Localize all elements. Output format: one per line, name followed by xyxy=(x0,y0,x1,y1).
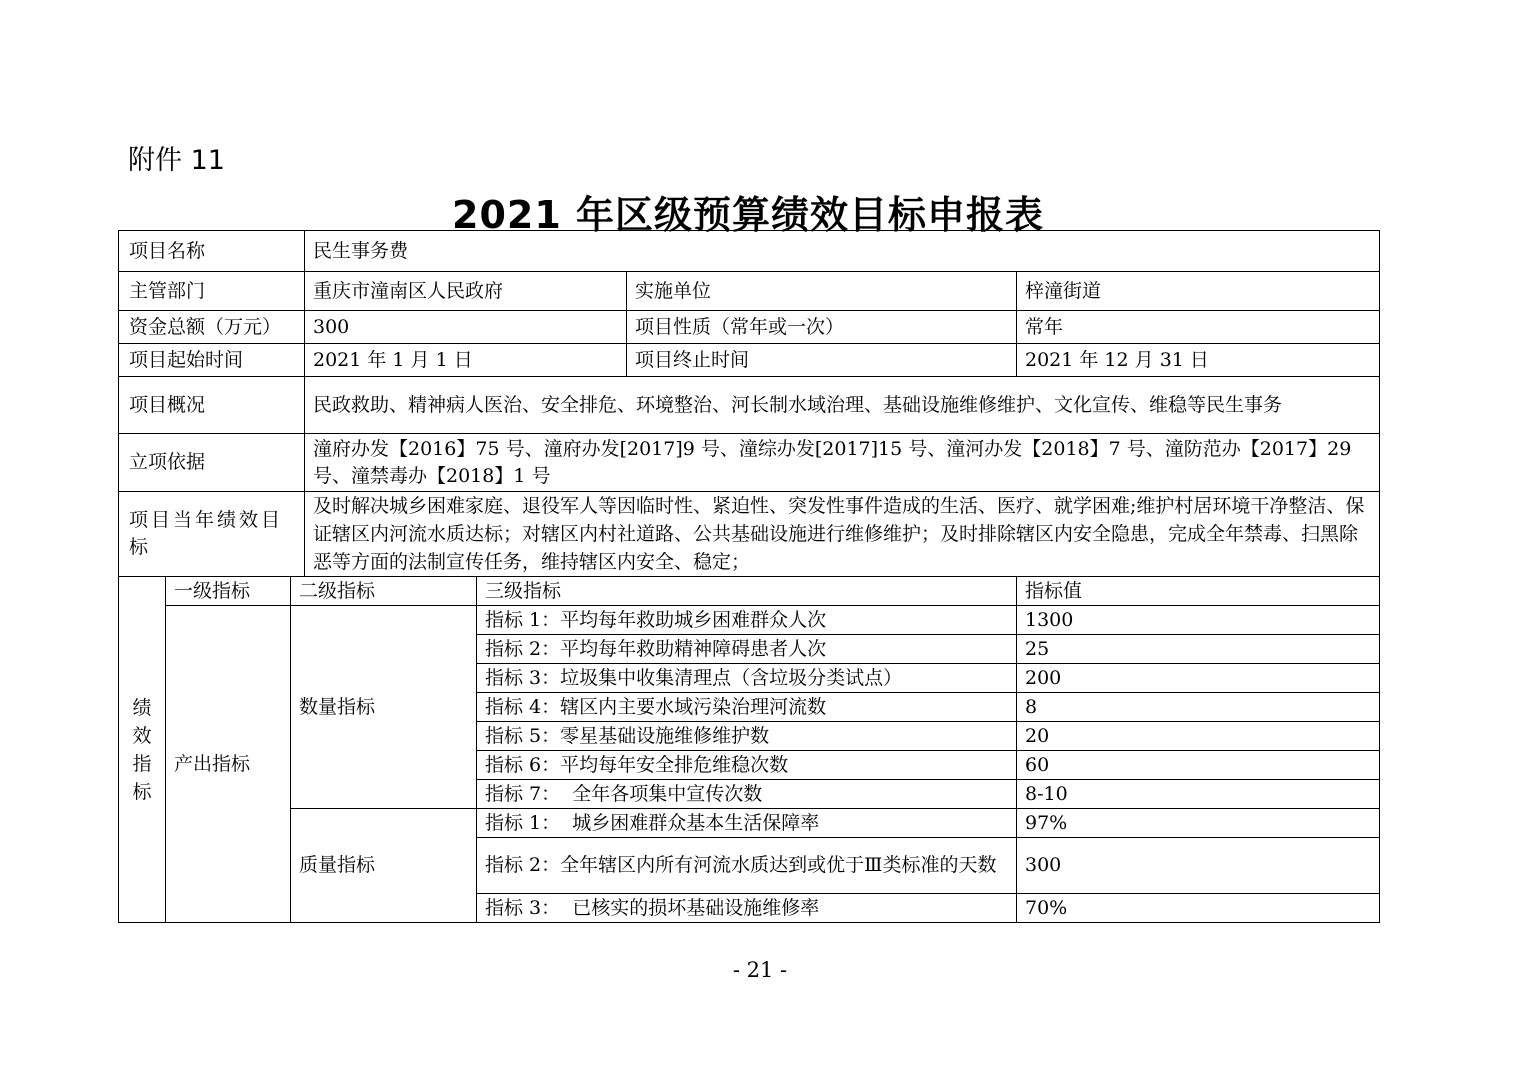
performance-indicator-side-label: 绩 效 指 标 xyxy=(119,577,166,923)
indicator-name: 指标 1： 城乡困难群众基本生活保障率 xyxy=(477,809,1017,838)
indicator-value: 60 xyxy=(1017,751,1380,780)
row-project-name xyxy=(119,231,1380,272)
row-overview xyxy=(119,377,1380,434)
level2-quality: 质量指标 xyxy=(291,809,477,923)
row-basis xyxy=(119,434,1380,492)
indicator-value: 97% xyxy=(1017,809,1380,838)
indicator-value: 8 xyxy=(1017,693,1380,722)
header-value: 指标值 xyxy=(1017,577,1380,606)
indicator-name: 指标 2：全年辖区内所有河流水质达到或优于Ⅲ类标准的天数 xyxy=(477,838,1017,894)
indicator-value: 25 xyxy=(1017,635,1380,664)
indicator-name: 指标 1：平均每年救助城乡困难群众人次 xyxy=(477,606,1017,635)
indicator-name: 指标 7： 全年各项集中宣传次数 xyxy=(477,780,1017,809)
indicator-name: 指标 3： 已核实的损坏基础设施维修率 xyxy=(477,894,1017,923)
end-value: 2021 年 12 月 31 日 xyxy=(1017,344,1380,377)
header-level2: 二级指标 xyxy=(291,577,477,606)
nature-value: 常年 xyxy=(1017,311,1380,344)
goal-value: 及时解决城乡困难家庭、退役军人等因临时性、紧迫性、突发性事件造成的生活、医疗、就学困难;维护村居环境干净整洁、保证辖区内河流水质达标；对辖区内村社道路、公共基础设施进行维修维护；及时排除辖区内安全隐患，完成全年禁毒、扫黑除恶等方面的法制宣传任务，维持辖区内安全、稳定； xyxy=(305,492,1380,577)
start-value: 2021 年 1 月 1 日 xyxy=(305,344,627,377)
basis-value: 潼府办发【2016】75 号、潼府办发[2017]9 号、潼综办发[2017]15 号、潼河办发【2018】7 号、潼防范办【2017】29 号、潼禁毒办【2018】1 号 xyxy=(305,434,1380,492)
level2-quantity: 数量指标 xyxy=(291,606,477,809)
performance-target-table xyxy=(118,230,1380,923)
indicator-header-row xyxy=(119,577,1380,606)
header-level3: 三级指标 xyxy=(477,577,1017,606)
row-funds xyxy=(119,311,1380,344)
indicator-value: 8-10 xyxy=(1017,780,1380,809)
overview-value: 民政救助、精神病人医治、安全排危、环境整治、河长制水域治理、基础设施维修维护、文化宣传、维稳等民生事务 xyxy=(305,377,1380,434)
row-department xyxy=(119,272,1380,311)
indicator-value: 20 xyxy=(1017,722,1380,751)
indicator-value: 200 xyxy=(1017,664,1380,693)
row-goal xyxy=(119,492,1380,577)
impl-label: 实施单位 xyxy=(627,272,1017,311)
page-number: - 21 - xyxy=(732,958,788,982)
dept-value: 重庆市潼南区人民政府 xyxy=(305,272,627,311)
basis-label: 立项依据 xyxy=(119,434,305,492)
indicator-value: 1300 xyxy=(1017,606,1380,635)
header-level1: 一级指标 xyxy=(166,577,291,606)
indicator-name: 指标 6：平均每年安全排危维稳次数 xyxy=(477,751,1017,780)
indicator-name: 指标 4：辖区内主要水域污染治理河流数 xyxy=(477,693,1017,722)
funds-value: 300 xyxy=(305,311,627,344)
table-row xyxy=(119,809,1380,838)
indicator-name: 指标 2：平均每年救助精神障碍患者人次 xyxy=(477,635,1017,664)
table-row xyxy=(119,606,1380,635)
project-name-value: 民生事务费 xyxy=(305,231,1380,272)
page-title: 2021 年区级预算绩效目标申报表 xyxy=(452,193,1044,237)
impl-value: 梓潼街道 xyxy=(1017,272,1380,311)
row-dates xyxy=(119,344,1380,377)
start-label: 项目起始时间 xyxy=(119,344,305,377)
indicator-value: 70% xyxy=(1017,894,1380,923)
dept-label: 主管部门 xyxy=(119,272,305,311)
level1-output: 产出指标 xyxy=(166,606,291,923)
overview-label: 项目概况 xyxy=(119,377,305,434)
funds-label: 资金总额（万元） xyxy=(119,311,305,344)
attachment-label: 附件 11 xyxy=(128,145,225,176)
indicator-name: 指标 5：零星基础设施维修维护数 xyxy=(477,722,1017,751)
indicator-name: 指标 3：垃圾集中收集清理点（含垃圾分类试点） xyxy=(477,664,1017,693)
end-label: 项目终止时间 xyxy=(627,344,1017,377)
project-name-label: 项目名称 xyxy=(119,231,305,272)
goal-label: 项目当年绩效目标 xyxy=(119,492,305,577)
indicator-value: 300 xyxy=(1017,838,1380,894)
nature-label: 项目性质（常年或一次） xyxy=(627,311,1017,344)
